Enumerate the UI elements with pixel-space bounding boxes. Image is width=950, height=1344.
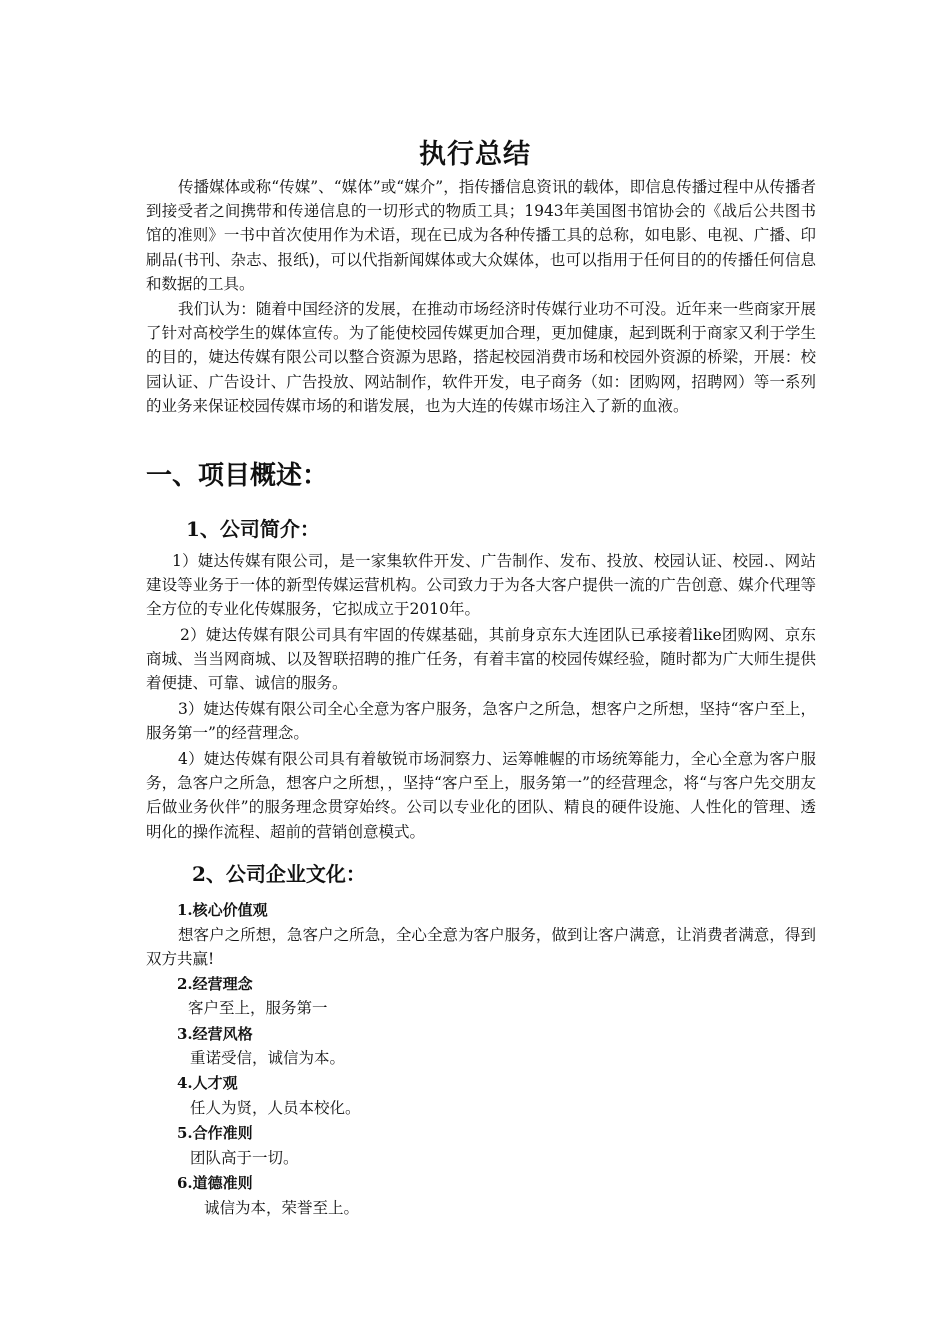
intro-paragraph-1: 传播媒体或称“传媒”、“媒体”或“媒介”，指传播信息资讯的载体，即信息传播过程中从传播者到接受者之间携带和传递信息的一切形式的物质工具；1943年美国图书馆协会的《战后公共图书馆的准则》一书中首次使用作为术语，现在已成为各种传播工具的总称，如电影、电视、广播、印刷品(书刊、杂志、报纸)，可以代指新闻媒体或大众媒体，也可以指用于任何目的的传播任何信息和数据的工具。 [146,178,816,293]
intro-item-2: 2）婕达传媒有限公司具有牢固的传媒基础，其前身京东大连团队已承接着like团购网、京东商城、当当网商城、以及智联招聘的推广任务，有着丰富的校园传媒经验，随时都为广大师生提供着便捷、可靠、诚信的服务。 [146,626,816,693]
culture-text: 重诺受信，诚信为本。 [190,1049,346,1067]
intro-item-1: 1）婕达传媒有限公司，是一家集软件开发、广告制作、发布、投放、校园认证、校园.、网站建设等业务于一体的新型传媒运营机构。公司致力于为各大客户提供一流的广告创意、媒介代理等全方位的专业化传媒服务，它拟成立于2010年。 [146,552,816,619]
culture-label: 6.道德准则 [177,1174,253,1192]
culture-text: 任人为贤，人员本校化。 [190,1099,361,1117]
subsection-heading-2: 2、公司企业文化： [192,862,366,886]
intro-paragraph-2: 我们认为：随着中国经济的发展，在推动市场经济时传媒行业功不可没。近年来一些商家开展了针对高校学生的媒体宣传。为了能使校园传媒更加合理，更加健康，起到既利于商家又利于学生的目的，婕达传媒有限公司以整合资源为思路，搭起校园消费市场和校园外资源的桥梁，开展：校园认证、广告设计、广告投放、网站制作，软件开发，电子商务（如：团购网，招聘网）等一系列的业务来保证校园传媒市场的和谐发展，也为大连的传媒市场注入了新的血液。 [146,300,816,415]
culture-label: 3.经营风格 [177,1025,253,1043]
intro-item-3: 3）婕达传媒有限公司全心全意为客户服务，急客户之所急，想客户之所想，坚持“客户至上，服务第一”的经营理念。 [146,700,816,743]
subsection-heading-1: 1、公司简介： [186,517,320,541]
culture-label: 1.核心价值观 [177,901,268,919]
intro-item-4: 4）婕达传媒有限公司具有着敏锐市场洞察力、运筹帷幄的市场统筹能力，全心全意为客户服务，急客户之所急，想客户之所想，，坚持“客户至上，服务第一”的经营理念，将“与客户先交朋友后做业务伙伴”的服务理念贯穿始终。公司以专业化的团队、精良的硬件设施、人性化的管理、透明化的操作流程、超前的营销创意模式。 [146,750,816,841]
culture-text: 团队高于一切。 [190,1149,299,1167]
culture-label: 5.合作准则 [177,1124,253,1142]
section-heading: 一、项目概述： [146,461,329,491]
page-title: 执行总结 [419,139,531,170]
culture-label: 2.经营理念 [177,975,253,993]
culture-text: 客户至上，服务第一 [188,999,328,1017]
culture-text: 诚信为本，荣誉至上。 [204,1199,360,1217]
culture-label: 4.人才观 [177,1074,238,1092]
culture-text: 想客户之所想，急客户之所急，全心全意为客户服务，做到让客户满意，让消费者满意，得到双方共赢! [146,926,816,969]
